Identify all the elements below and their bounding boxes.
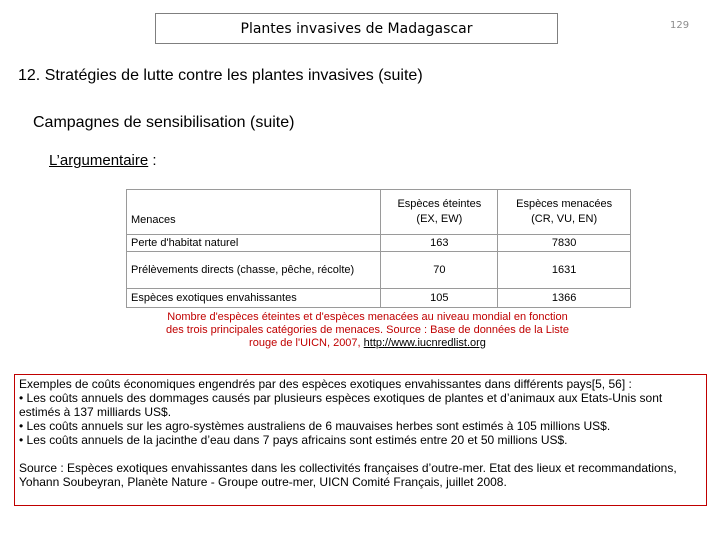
- subtitle: Campagnes de sensibilisation (suite): [33, 114, 295, 131]
- section-title: 12. Stratégies de lutte contre les plantes invasives (suite): [18, 67, 423, 84]
- threat-cell: Espèces exotiques envahissantes: [127, 289, 381, 308]
- examples-source: Source : Espèces exotiques envahissantes dans les collectivités françaises d’outre-mer. Etat des lieux et recommandations, Yohann Soubeyran, Planète Nature - Groupe outre-mer, UICN Comité Français, juillet 2008.: [19, 461, 677, 489]
- table-row: [127, 235, 631, 252]
- table-row: [127, 289, 631, 308]
- threat-cell: Perte d'habitat naturel: [127, 235, 381, 252]
- header-extinct-line1: Espèces éteintes: [397, 198, 482, 210]
- extinct-cell: 70: [381, 252, 498, 289]
- examples-bullet-1: • Les coûts annuels des dommages causés par plusieurs espèces exotiques de plantes et d’animaux aux Etats-Unis sont estimés à 137 milliards US$.: [19, 391, 663, 419]
- caption-line-3: rouge de l'UICN, 2007,: [249, 337, 364, 349]
- header-title-box: [155, 13, 558, 44]
- page-number: 129: [670, 20, 690, 31]
- examples-bullet-2: • Les coûts annuels sur les agro-systèmes australiens de 6 mauvaises herbes sont estimés à 105 millions US$.: [19, 419, 611, 433]
- header-menaces: Menaces: [127, 190, 381, 235]
- threats-table: [126, 189, 631, 308]
- iucn-redlist-link[interactable]: http://www.iucnredlist.org: [363, 337, 486, 349]
- table-row: [127, 252, 631, 289]
- table-caption: [140, 311, 595, 350]
- table-header-row: [127, 190, 631, 235]
- economic-costs-box: [14, 374, 707, 506]
- extinct-cell: 163: [381, 235, 498, 252]
- header-extinct: [381, 190, 498, 235]
- threatened-cell: 7830: [498, 235, 631, 252]
- header-threatened: [498, 190, 631, 235]
- header-extinct-line2: (EX, EW): [416, 213, 463, 225]
- threat-cell: Prélèvements directs (chasse, pêche, récolte): [127, 252, 381, 289]
- threatened-cell: 1366: [498, 289, 631, 308]
- header-title: Plantes invasives de Madagascar: [240, 20, 473, 37]
- header-threatened-line1: Espèces menacées: [516, 198, 613, 210]
- caption-line-1: Nombre d'espèces éteintes et d'espèces menacées au niveau mondial en fonction: [167, 311, 568, 323]
- threatened-cell: 1631: [498, 252, 631, 289]
- argumentaire-suffix: :: [148, 152, 157, 169]
- header-threatened-line2: (CR, VU, EN): [531, 213, 598, 225]
- caption-line-2: des trois principales catégories de menaces. Source : Base de données de la Liste: [166, 324, 569, 336]
- extinct-cell: 105: [381, 289, 498, 308]
- examples-intro: Exemples de coûts économiques engendrés par des espèces exotiques envahissantes dans différents pays[5, 56] :: [19, 377, 632, 391]
- argumentaire-label: L’argumentaire: [49, 152, 149, 169]
- argumentaire-heading: [49, 152, 157, 169]
- examples-bullet-3: • Les coûts annuels de la jacinthe d’eau dans 7 pays africains sont estimés entre 20 et 50 millions US$.: [19, 433, 568, 447]
- spacer: [19, 447, 702, 461]
